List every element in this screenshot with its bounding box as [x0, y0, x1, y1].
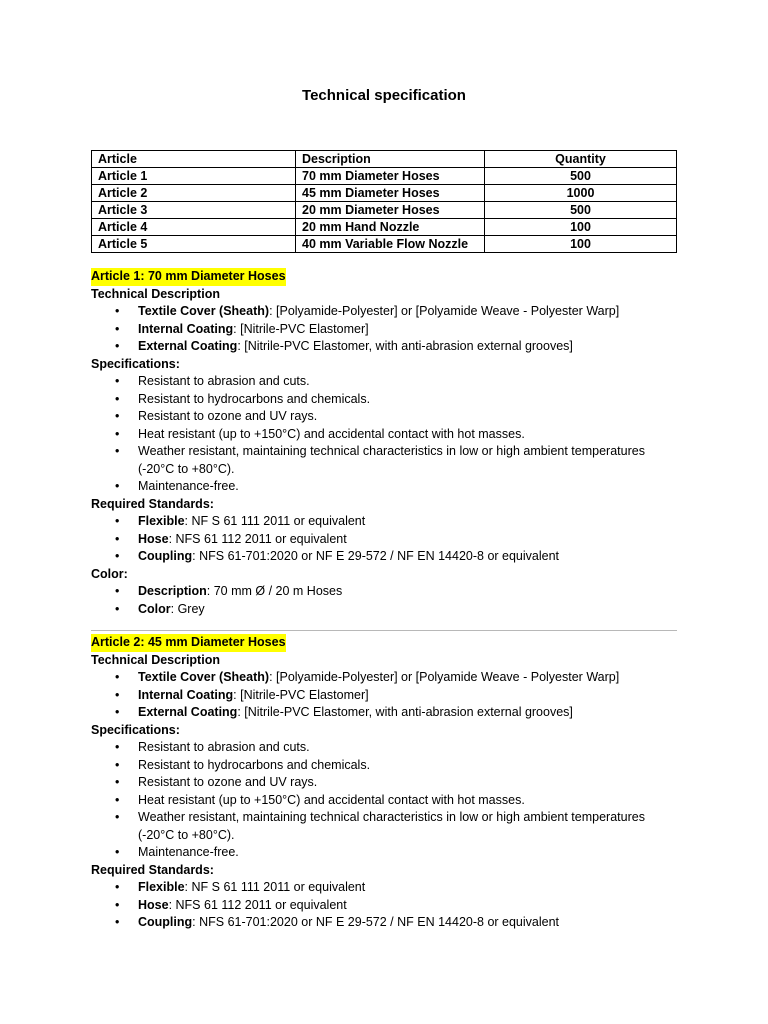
- specifications-heading: Specifications:: [91, 356, 180, 371]
- item-text: : [Polyamide-Polyester] or [Polyamide Weave - Polyester Warp]: [269, 304, 620, 318]
- list-item: [138, 879, 677, 897]
- item-label: External Coating: [138, 705, 238, 719]
- required-standards-list: [91, 879, 677, 932]
- color-list: [91, 583, 677, 618]
- item-label: Color: [138, 601, 171, 616]
- article-1-heading: Article 1: 70 mm Diameter Hoses: [91, 268, 286, 286]
- list-item: • Heat resistant (up to +150°C) and accidental contact with hot masses.: [138, 426, 677, 444]
- list-item: • Resistant to hydrocarbons and chemicals.: [138, 757, 677, 775]
- table-row: [92, 219, 677, 236]
- item-text: : NFS 61-701:2020 or NF E 29-572 / NF EN 14420-8 or equivalent: [192, 915, 560, 929]
- table-row: [92, 168, 677, 185]
- item-text: : 70 mm Ø / 20 m Hoses: [206, 584, 343, 598]
- list-item: [138, 513, 677, 531]
- cell-article: Article 1: [92, 168, 296, 185]
- technical-description-list: [91, 303, 677, 356]
- specifications-list: [91, 739, 677, 862]
- page-title: Technical specification: [302, 87, 466, 104]
- list-item: • Resistant to ozone and UV rays.: [138, 408, 677, 426]
- table-row: [92, 185, 677, 202]
- item-label: Textile Cover (Sheath): [138, 670, 270, 684]
- item-label: Flexible: [138, 880, 185, 894]
- list-item: • Resistant to ozone and UV rays.: [138, 774, 677, 792]
- item-text: : [Polyamide-Polyester] or [Polyamide Weave - Polyester Warp]: [269, 670, 620, 684]
- specifications-list: [91, 373, 677, 496]
- cell-quantity: 100: [485, 219, 677, 236]
- table-row: [92, 236, 677, 253]
- technical-description-heading: Technical Description: [91, 286, 220, 301]
- table-row: [92, 202, 677, 219]
- column-header-article: Article: [92, 151, 296, 168]
- list-item: [138, 687, 677, 705]
- item-text: : NF S 61 111 2011 or equivalent: [184, 514, 366, 528]
- item-label: Hose: [138, 897, 169, 912]
- item-text: : NFS 61 112 2011 or equivalent: [168, 897, 347, 912]
- list-item: [138, 321, 677, 339]
- list-item: [138, 303, 677, 321]
- cell-description: 70 mm Diameter Hoses: [296, 168, 485, 185]
- article-2-heading: Article 2: 45 mm Diameter Hoses: [91, 634, 286, 652]
- item-label: Internal Coating: [138, 687, 234, 702]
- item-text: : Grey: [170, 601, 205, 616]
- table-header-row: [92, 151, 677, 168]
- cell-description: 40 mm Variable Flow Nozzle: [296, 236, 485, 253]
- list-item: • Heat resistant (up to +150°C) and accidental contact with hot masses.: [138, 792, 677, 810]
- list-item: • Maintenance-free.: [138, 478, 677, 496]
- required-standards-list: [91, 513, 677, 566]
- list-item: [138, 669, 677, 687]
- section-divider: [91, 630, 677, 631]
- list-item: [138, 583, 677, 601]
- list-item: [138, 601, 677, 619]
- item-text: : [Nitrile-PVC Elastomer]: [233, 321, 369, 336]
- item-text: : [Nitrile-PVC Elastomer]: [233, 687, 369, 702]
- technical-description-list: [91, 669, 677, 722]
- article-table: [91, 150, 677, 253]
- column-header-quantity: Quantity: [485, 151, 677, 168]
- item-label: Coupling: [138, 549, 193, 563]
- list-item: [138, 531, 677, 549]
- list-item: • Weather resistant, maintaining technical characteristics in low or high ambient temperatures (-20°C to +80°C).: [138, 443, 677, 478]
- item-label: Coupling: [138, 915, 193, 929]
- item-label: Flexible: [138, 514, 185, 528]
- list-item: • Weather resistant, maintaining technical characteristics in low or high ambient temperatures (-20°C to +80°C).: [138, 809, 677, 844]
- cell-description: 20 mm Diameter Hoses: [296, 202, 485, 219]
- item-text: : [Nitrile-PVC Elastomer, with anti-abrasion external grooves]: [237, 339, 573, 353]
- cell-article: Article 2: [92, 185, 296, 202]
- required-standards-heading: Required Standards:: [91, 862, 214, 877]
- item-label: Hose: [138, 531, 169, 546]
- cell-description: 20 mm Hand Nozzle: [296, 219, 485, 236]
- required-standards-heading: Required Standards:: [91, 496, 214, 511]
- item-label: Description: [138, 584, 207, 598]
- column-header-description: Description: [296, 151, 485, 168]
- technical-description-heading: Technical Description: [91, 652, 220, 667]
- cell-article: Article 4: [92, 219, 296, 236]
- list-item: [138, 897, 677, 915]
- article-2-section: [91, 634, 677, 932]
- item-label: Internal Coating: [138, 321, 234, 336]
- item-text: : NF S 61 111 2011 or equivalent: [184, 880, 366, 894]
- list-item: [138, 548, 677, 566]
- list-item: • Maintenance-free.: [138, 844, 677, 862]
- item-text: : [Nitrile-PVC Elastomer, with anti-abrasion external grooves]: [237, 705, 573, 719]
- cell-quantity: 1000: [485, 185, 677, 202]
- item-text: : NFS 61 112 2011 or equivalent: [168, 531, 347, 546]
- cell-description: 45 mm Diameter Hoses: [296, 185, 485, 202]
- color-heading: Color:: [91, 566, 128, 581]
- list-item: • Resistant to abrasion and cuts.: [138, 739, 677, 757]
- cell-article: Article 3: [92, 202, 296, 219]
- cell-article: Article 5: [92, 236, 296, 253]
- list-item: [138, 338, 677, 356]
- item-label: External Coating: [138, 339, 238, 353]
- cell-quantity: 100: [485, 236, 677, 253]
- list-item: • Resistant to hydrocarbons and chemicals.: [138, 391, 677, 409]
- list-item: [138, 914, 677, 932]
- item-text: : NFS 61-701:2020 or NF E 29-572 / NF EN 14420-8 or equivalent: [192, 549, 560, 563]
- cell-quantity: 500: [485, 202, 677, 219]
- cell-quantity: 500: [485, 168, 677, 185]
- list-item: [138, 704, 677, 722]
- specifications-heading: Specifications:: [91, 722, 180, 737]
- item-label: Textile Cover (Sheath): [138, 304, 270, 318]
- article-1-section: [91, 268, 677, 618]
- list-item: • Resistant to abrasion and cuts.: [138, 373, 677, 391]
